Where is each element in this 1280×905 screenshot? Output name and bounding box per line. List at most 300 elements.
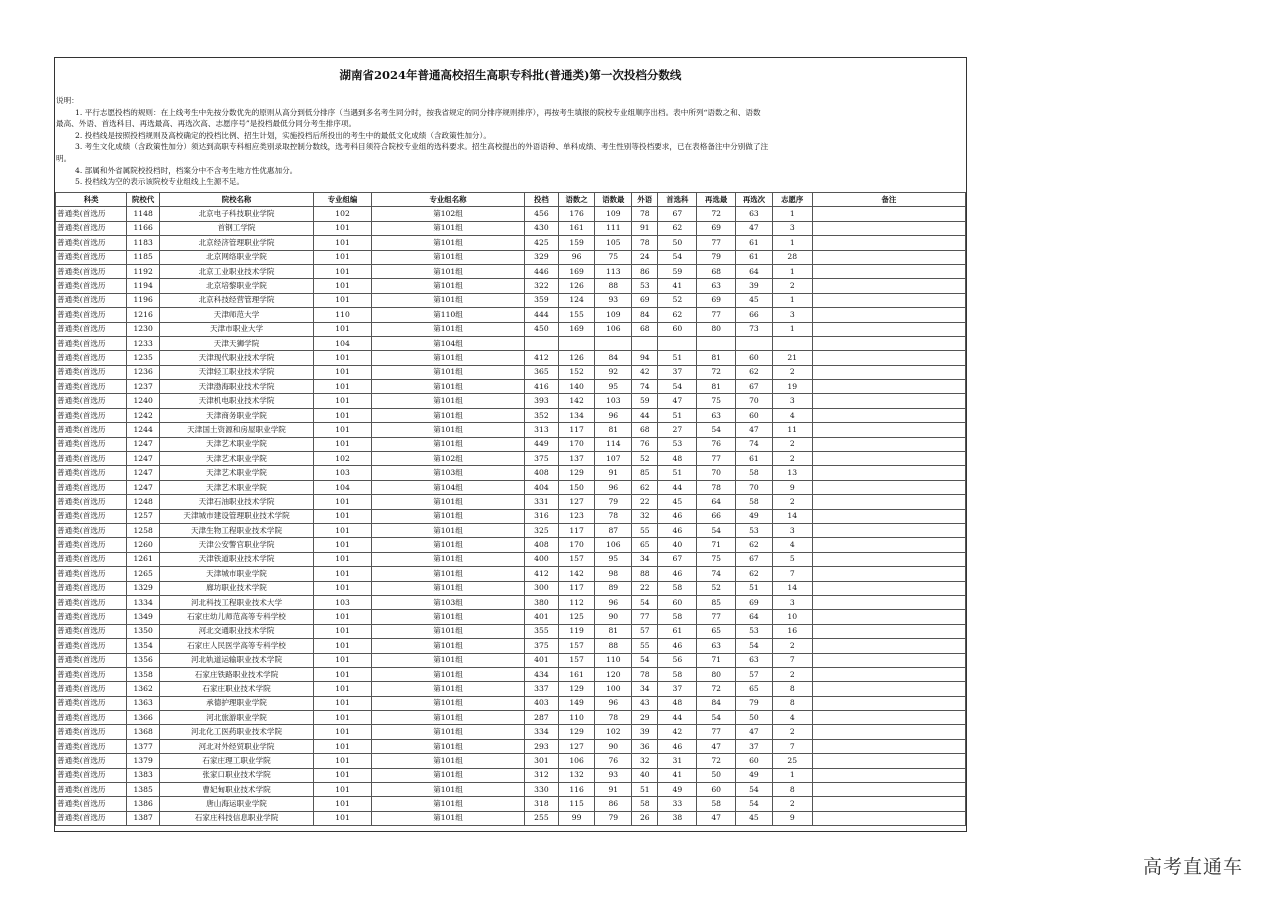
cell-choice-order: 2 (772, 437, 812, 451)
cell-choice-order: 2 (772, 639, 812, 653)
cell-second-next: 63 (736, 653, 773, 667)
cell-second-next: 60 (736, 754, 773, 768)
cell-group-name: 第101组 (371, 610, 524, 624)
cell-second-next: 45 (736, 293, 773, 307)
cell-chinese-math-max: 114 (595, 437, 632, 451)
note-3b: 明。 (56, 153, 72, 163)
cell-chinese-math-max: 100 (595, 682, 632, 696)
cell-second-max: 76 (697, 437, 736, 451)
cell-chinese-math-sum: 170 (558, 437, 595, 451)
cell-foreign-language: 32 (632, 754, 658, 768)
column-header: 备注 (812, 193, 965, 207)
cell-first-subject: 49 (658, 783, 697, 797)
cell-chinese-math-sum: 134 (558, 408, 595, 422)
cell-chinese-math-sum: 169 (558, 264, 595, 278)
cell-remark (812, 336, 965, 350)
cell-choice-order: 19 (772, 380, 812, 394)
cell-first-subject: 53 (658, 437, 697, 451)
table-row (56, 783, 966, 797)
cell-second-max: 50 (697, 768, 736, 782)
cell-choice-order: 14 (772, 581, 812, 595)
cell-second-next: 51 (736, 581, 773, 595)
cell-school-name: 天津商务职业学院 (159, 408, 313, 422)
cell-chinese-math-max: 88 (595, 279, 632, 293)
cell-second-next: 73 (736, 322, 773, 336)
cell-school-name: 河北旅游职业学院 (159, 711, 313, 725)
table-row (56, 207, 966, 221)
cell-school-code: 1334 (127, 595, 160, 609)
cell-choice-order: 2 (772, 495, 812, 509)
cell-group-code: 101 (314, 509, 372, 523)
cell-remark (812, 221, 965, 235)
cell-group-name: 第101组 (371, 696, 524, 710)
cell-second-next: 65 (736, 682, 773, 696)
cell-remark (812, 250, 965, 264)
cell-chinese-math-sum: 132 (558, 768, 595, 782)
cell-first-subject: 46 (658, 639, 697, 653)
cell-score: 380 (525, 595, 559, 609)
cell-remark (812, 567, 965, 581)
cell-school-code: 1242 (127, 408, 160, 422)
cell-foreign-language: 68 (632, 423, 658, 437)
cell-school-name: 天津国土资源和房屋职业学院 (159, 423, 313, 437)
cell-choice-order: 3 (772, 523, 812, 537)
cell-group-name: 第101组 (371, 667, 524, 681)
cell-foreign-language: 57 (632, 624, 658, 638)
table-row (56, 595, 966, 609)
cell-second-next: 61 (736, 250, 773, 264)
cell-school-name: 天津天狮学院 (159, 336, 313, 350)
cell-chinese-math-sum: 106 (558, 754, 595, 768)
cell-school-name: 河北科技工程职业技术大学 (159, 595, 313, 609)
cell-score: 456 (525, 207, 559, 221)
cell-score: 412 (525, 351, 559, 365)
cell-school-name: 唐山海运职业学院 (159, 797, 313, 811)
cell-score: 403 (525, 696, 559, 710)
cell-chinese-math-sum: 161 (558, 221, 595, 235)
notes-section (56, 95, 964, 188)
cell-choice-order: 1 (772, 236, 812, 250)
cell-chinese-math-max: 75 (595, 250, 632, 264)
table-row (56, 552, 966, 566)
table-row (56, 264, 966, 278)
cell-choice-order: 2 (772, 365, 812, 379)
cell-remark (812, 639, 965, 653)
cell-group-name: 第104组 (371, 336, 524, 350)
cell-score: 313 (525, 423, 559, 437)
cell-chinese-math-max: 86 (595, 797, 632, 811)
cell-second-next: 62 (736, 567, 773, 581)
cell-school-name: 北京网络职业学院 (159, 250, 313, 264)
cell-remark (812, 293, 965, 307)
cell-score: 316 (525, 509, 559, 523)
table-row (56, 725, 966, 739)
cell-chinese-math-sum: 110 (558, 711, 595, 725)
cell-second-max: 63 (697, 639, 736, 653)
cell-remark (812, 437, 965, 451)
cell-group-code: 101 (314, 221, 372, 235)
cell-group-code: 101 (314, 423, 372, 437)
cell-foreign-language: 29 (632, 711, 658, 725)
table-row (56, 279, 966, 293)
cell-remark (812, 380, 965, 394)
cell-choice-order: 3 (772, 394, 812, 408)
cell-remark (812, 624, 965, 638)
cell-school-code: 1354 (127, 639, 160, 653)
cell-first-subject: 58 (658, 610, 697, 624)
cell-school-code: 1247 (127, 480, 160, 494)
cell-chinese-math-sum: 117 (558, 423, 595, 437)
cell-score: 375 (525, 452, 559, 466)
cell-score: 325 (525, 523, 559, 537)
cell-group-name: 第101组 (371, 495, 524, 509)
cell-group-name: 第101组 (371, 711, 524, 725)
cell-chinese-math-sum: 117 (558, 523, 595, 537)
cell-group-code: 103 (314, 466, 372, 480)
cell-foreign-language: 86 (632, 264, 658, 278)
cell-school-name: 曹妃甸职业技术学院 (159, 783, 313, 797)
cell-group-name: 第101组 (371, 811, 524, 825)
cell-chinese-math-sum: 176 (558, 207, 595, 221)
cell-second-max: 54 (697, 423, 736, 437)
cell-school-name: 天津城市建设管理职业技术学院 (159, 509, 313, 523)
cell-chinese-math-max: 96 (595, 480, 632, 494)
cell-remark (812, 739, 965, 753)
cell-second-max: 54 (697, 711, 736, 725)
cell-remark (812, 523, 965, 537)
cell-remark (812, 595, 965, 609)
cell-first-subject: 58 (658, 581, 697, 595)
table-row (56, 336, 966, 350)
cell-chinese-math-sum: 142 (558, 567, 595, 581)
cell-choice-order: 9 (772, 811, 812, 825)
cell-second-max (697, 336, 736, 350)
cell-category: 普通类(首选历 (56, 725, 127, 739)
cell-foreign-language: 78 (632, 667, 658, 681)
cell-chinese-math-max: 81 (595, 423, 632, 437)
cell-school-code: 1261 (127, 552, 160, 566)
cell-group-name: 第101组 (371, 423, 524, 437)
cell-foreign-language: 42 (632, 365, 658, 379)
cell-school-name: 石家庄铁路职业技术学院 (159, 667, 313, 681)
cell-category: 普通类(首选历 (56, 783, 127, 797)
cell-chinese-math-sum: 99 (558, 811, 595, 825)
cell-score: 322 (525, 279, 559, 293)
cell-foreign-language: 77 (632, 610, 658, 624)
cell-second-next: 47 (736, 221, 773, 235)
cell-chinese-math-sum: 96 (558, 250, 595, 264)
table-row (56, 754, 966, 768)
cell-school-name: 石家庄科技信息职业学院 (159, 811, 313, 825)
cell-choice-order: 4 (772, 538, 812, 552)
cell-chinese-math-sum: 127 (558, 495, 595, 509)
cell-second-next: 58 (736, 495, 773, 509)
cell-chinese-math-sum (558, 336, 595, 350)
cell-choice-order: 7 (772, 653, 812, 667)
cell-second-max: 77 (697, 452, 736, 466)
cell-first-subject: 56 (658, 653, 697, 667)
cell-choice-order: 2 (772, 725, 812, 739)
cell-score: 318 (525, 797, 559, 811)
cell-group-code: 101 (314, 437, 372, 451)
cell-score: 337 (525, 682, 559, 696)
cell-category: 普通类(首选历 (56, 336, 127, 350)
column-header: 再选次 (736, 193, 773, 207)
cell-score: 331 (525, 495, 559, 509)
cell-school-name: 北京培黎职业学院 (159, 279, 313, 293)
cell-foreign-language: 94 (632, 351, 658, 365)
cell-choice-order: 11 (772, 423, 812, 437)
cell-remark (812, 696, 965, 710)
cell-second-max: 63 (697, 279, 736, 293)
cell-second-max: 54 (697, 523, 736, 537)
cell-second-next: 54 (736, 797, 773, 811)
cell-foreign-language (632, 336, 658, 350)
cell-school-code: 1368 (127, 725, 160, 739)
cell-remark (812, 408, 965, 422)
cell-first-subject: 45 (658, 495, 697, 509)
cell-chinese-math-sum: 126 (558, 351, 595, 365)
table-row (56, 682, 966, 696)
cell-second-next: 60 (736, 408, 773, 422)
cell-category: 普通类(首选历 (56, 523, 127, 537)
cell-first-subject: 61 (658, 624, 697, 638)
cell-second-next: 47 (736, 725, 773, 739)
cell-chinese-math-max: 113 (595, 264, 632, 278)
cell-group-code: 101 (314, 754, 372, 768)
table-row (56, 711, 966, 725)
cell-chinese-math-sum: 129 (558, 682, 595, 696)
cell-chinese-math-max: 96 (595, 696, 632, 710)
cell-chinese-math-max: 110 (595, 653, 632, 667)
column-header: 院校名称 (159, 193, 313, 207)
cell-group-code: 101 (314, 725, 372, 739)
cell-first-subject: 54 (658, 380, 697, 394)
cell-second-max: 75 (697, 394, 736, 408)
cell-score: 365 (525, 365, 559, 379)
cell-first-subject: 51 (658, 408, 697, 422)
cell-school-code: 1148 (127, 207, 160, 221)
table-row (56, 768, 966, 782)
cell-school-code: 1236 (127, 365, 160, 379)
cell-group-name: 第101组 (371, 639, 524, 653)
cell-first-subject: 50 (658, 236, 697, 250)
cell-group-code: 101 (314, 408, 372, 422)
cell-foreign-language: 53 (632, 279, 658, 293)
cell-first-subject: 44 (658, 480, 697, 494)
cell-group-code: 101 (314, 739, 372, 753)
cell-foreign-language: 54 (632, 595, 658, 609)
cell-second-max: 47 (697, 739, 736, 753)
cell-remark (812, 552, 965, 566)
cell-second-max: 77 (697, 236, 736, 250)
cell-foreign-language: 76 (632, 437, 658, 451)
cell-second-max: 72 (697, 207, 736, 221)
cell-second-max: 80 (697, 667, 736, 681)
cell-second-max: 72 (697, 365, 736, 379)
cell-school-code: 1383 (127, 768, 160, 782)
table-row (56, 236, 966, 250)
cell-second-next: 67 (736, 380, 773, 394)
table-row (56, 423, 966, 437)
cell-choice-order: 1 (772, 207, 812, 221)
cell-foreign-language: 58 (632, 797, 658, 811)
column-header: 科类 (56, 193, 127, 207)
cell-second-next (736, 336, 773, 350)
cell-category: 普通类(首选历 (56, 552, 127, 566)
cell-remark (812, 783, 965, 797)
cell-chinese-math-max: 93 (595, 293, 632, 307)
cell-chinese-math-sum: 152 (558, 365, 595, 379)
cell-foreign-language: 84 (632, 308, 658, 322)
column-header: 外语 (632, 193, 658, 207)
cell-foreign-language: 62 (632, 480, 658, 494)
cell-group-code: 101 (314, 250, 372, 264)
cell-school-code: 1363 (127, 696, 160, 710)
cell-school-code: 1233 (127, 336, 160, 350)
cell-group-code: 101 (314, 380, 372, 394)
cell-foreign-language: 43 (632, 696, 658, 710)
cell-choice-order: 1 (772, 768, 812, 782)
cell-school-code: 1349 (127, 610, 160, 624)
cell-foreign-language: 59 (632, 394, 658, 408)
cell-chinese-math-sum: 126 (558, 279, 595, 293)
cell-school-code: 1194 (127, 279, 160, 293)
cell-remark (812, 480, 965, 494)
cell-school-name: 石家庄幼儿师范高等专科学校 (159, 610, 313, 624)
cell-choice-order: 21 (772, 351, 812, 365)
cell-group-name: 第101组 (371, 768, 524, 782)
cell-first-subject: 40 (658, 538, 697, 552)
cell-second-next: 49 (736, 768, 773, 782)
cell-category: 普通类(首选历 (56, 754, 127, 768)
cell-category: 普通类(首选历 (56, 595, 127, 609)
cell-chinese-math-max: 95 (595, 380, 632, 394)
cell-category: 普通类(首选历 (56, 207, 127, 221)
cell-school-code: 1247 (127, 452, 160, 466)
cell-group-code: 101 (314, 797, 372, 811)
cell-category: 普通类(首选历 (56, 351, 127, 365)
cell-choice-order: 2 (772, 279, 812, 293)
cell-first-subject: 54 (658, 250, 697, 264)
cell-first-subject: 31 (658, 754, 697, 768)
cell-school-code: 1387 (127, 811, 160, 825)
cell-group-name: 第101组 (371, 437, 524, 451)
cell-choice-order: 13 (772, 466, 812, 480)
note-4: 4. 部属和外省属院校投档时，档案分中不含考生地方性优惠加分。 (75, 165, 298, 175)
cell-group-code: 101 (314, 365, 372, 379)
cell-second-next: 70 (736, 480, 773, 494)
cell-group-code: 101 (314, 538, 372, 552)
note-1b: 最高、外语、首选科目、再选最高、再选次高、志愿序号”是投档最低分同分考生排序项。 (56, 119, 357, 129)
cell-category: 普通类(首选历 (56, 264, 127, 278)
cell-category: 普通类(首选历 (56, 567, 127, 581)
cell-school-code: 1244 (127, 423, 160, 437)
cell-chinese-math-sum: 123 (558, 509, 595, 523)
cell-group-name: 第103组 (371, 595, 524, 609)
cell-second-next: 74 (736, 437, 773, 451)
table-row (56, 437, 966, 451)
cell-second-next: 58 (736, 466, 773, 480)
cell-category: 普通类(首选历 (56, 293, 127, 307)
cell-second-next: 69 (736, 595, 773, 609)
table-row (56, 452, 966, 466)
cell-second-max: 47 (697, 811, 736, 825)
cell-school-code: 1240 (127, 394, 160, 408)
table-row (56, 523, 966, 537)
cell-group-name: 第101组 (371, 538, 524, 552)
cell-remark (812, 308, 965, 322)
cell-choice-order: 4 (772, 408, 812, 422)
cell-score: 255 (525, 811, 559, 825)
cell-group-code: 101 (314, 667, 372, 681)
cell-category: 普通类(首选历 (56, 653, 127, 667)
cell-chinese-math-max: 106 (595, 538, 632, 552)
cell-category: 普通类(首选历 (56, 581, 127, 595)
cell-first-subject: 62 (658, 221, 697, 235)
cell-category: 普通类(首选历 (56, 624, 127, 638)
cell-school-name: 天津师范大学 (159, 308, 313, 322)
cell-remark (812, 797, 965, 811)
cell-school-code: 1362 (127, 682, 160, 696)
cell-category: 普通类(首选历 (56, 236, 127, 250)
cell-first-subject: 60 (658, 595, 697, 609)
cell-group-code: 101 (314, 394, 372, 408)
cell-first-subject: 47 (658, 394, 697, 408)
cell-first-subject: 46 (658, 523, 697, 537)
cell-first-subject: 46 (658, 739, 697, 753)
cell-score: 412 (525, 567, 559, 581)
cell-group-name: 第101组 (371, 351, 524, 365)
cell-choice-order: 9 (772, 480, 812, 494)
cell-foreign-language: 34 (632, 682, 658, 696)
cell-chinese-math-sum: 159 (558, 236, 595, 250)
cell-school-code: 1235 (127, 351, 160, 365)
page-title: 湖南省2024年普通高校招生高职专科批(普通类)第一次投档分数线 (339, 68, 682, 82)
cell-school-code: 1377 (127, 739, 160, 753)
cell-chinese-math-max: 103 (595, 394, 632, 408)
cell-group-name: 第101组 (371, 552, 524, 566)
cell-group-code: 101 (314, 639, 372, 653)
cell-category: 普通类(首选历 (56, 811, 127, 825)
cell-chinese-math-sum: 124 (558, 293, 595, 307)
cell-category: 普通类(首选历 (56, 408, 127, 422)
cell-chinese-math-max: 79 (595, 811, 632, 825)
cell-score: 293 (525, 739, 559, 753)
cell-school-name: 河北化工医药职业技术学院 (159, 725, 313, 739)
cell-school-code: 1329 (127, 581, 160, 595)
cell-remark (812, 452, 965, 466)
cell-score: 401 (525, 653, 559, 667)
cell-foreign-language: 78 (632, 207, 658, 221)
cell-choice-order (772, 336, 812, 350)
cell-school-code: 1230 (127, 322, 160, 336)
cell-category: 普通类(首选历 (56, 480, 127, 494)
cell-group-name: 第101组 (371, 380, 524, 394)
cell-remark (812, 236, 965, 250)
cell-school-name: 天津机电职业技术学院 (159, 394, 313, 408)
cell-score: 300 (525, 581, 559, 595)
cell-remark (812, 509, 965, 523)
cell-category: 普通类(首选历 (56, 696, 127, 710)
cell-chinese-math-sum: 129 (558, 725, 595, 739)
cell-chinese-math-sum: 140 (558, 380, 595, 394)
cell-first-subject: 33 (658, 797, 697, 811)
cell-remark (812, 466, 965, 480)
cell-score: 449 (525, 437, 559, 451)
watermark-text: 高考直通车 (1143, 856, 1244, 878)
cell-group-name: 第101组 (371, 523, 524, 537)
